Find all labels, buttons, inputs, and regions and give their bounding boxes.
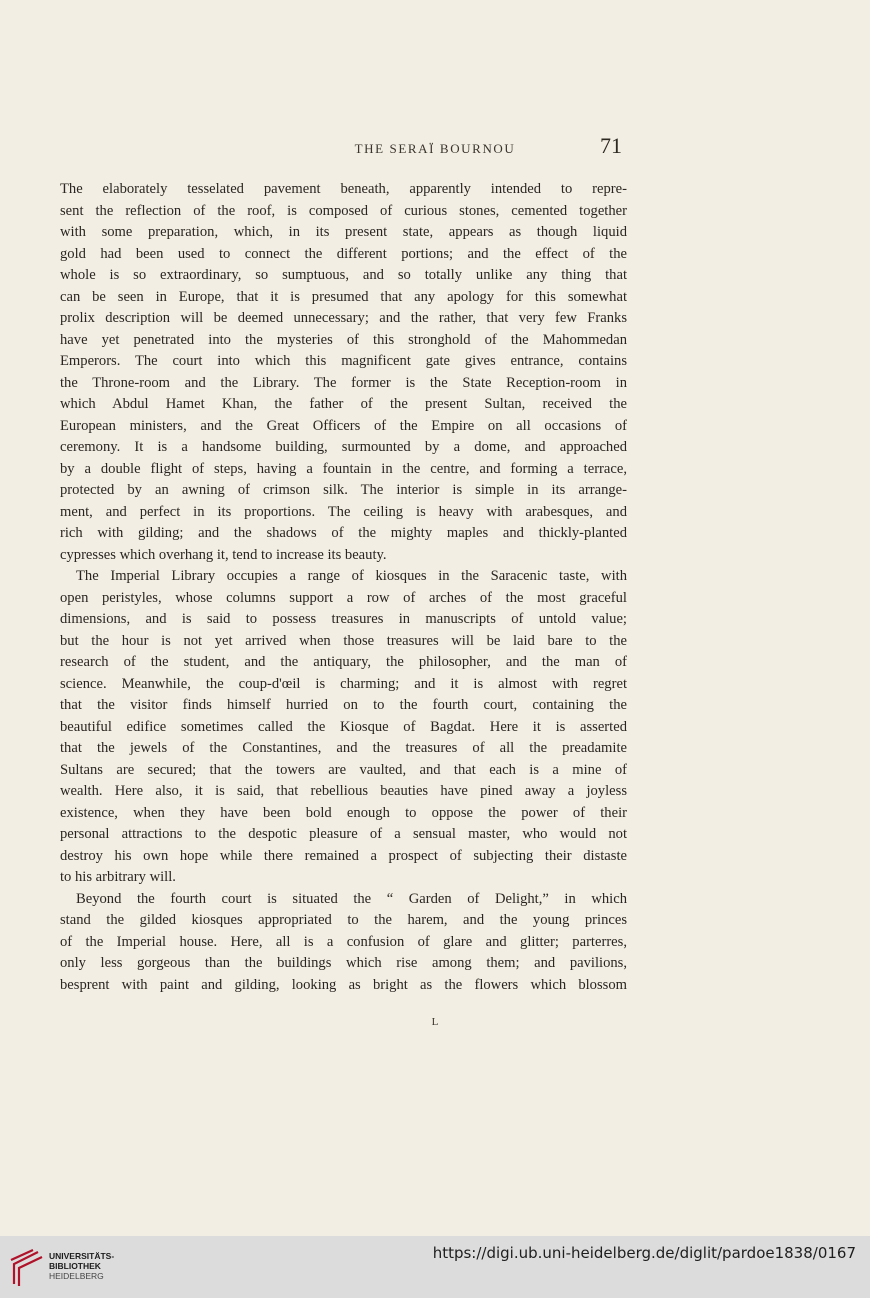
footer-bar xyxy=(0,1236,870,1298)
library-name-line: HEIDELBERG xyxy=(49,1271,104,1281)
text-line: science. Meanwhile, the coup-d'œil is charming; and it is almost with regret xyxy=(60,675,627,692)
text-line: The Imperial Library occupies a range of kiosques in the Saracenic taste, with xyxy=(76,568,627,584)
text-line: prolix description will be deemed unnecessary; and the rather, that very few Franks xyxy=(60,310,627,326)
text-line: beautiful edifice sometimes called the Kiosque of Bagdat. Here it is asserted xyxy=(60,718,627,735)
text-line: Sultans are secured; that the towers are vaulted, and that each is a mine of xyxy=(60,761,627,778)
text-line: protected by an awning of crimson silk. The interior is simple in its arrange- xyxy=(60,482,627,498)
text-line: which Abdul Hamet Khan, the father of the present Sultan, received the xyxy=(60,396,627,412)
text-line: destroy his own hope while there remained a prospect of subjecting their distaste xyxy=(60,847,627,864)
text-line: by a double flight of steps, having a fountain in the centre, and forming a terrace, xyxy=(60,460,627,477)
text-line: cypresses which overhang it, tend to increase its beauty. xyxy=(60,546,387,563)
text-line: but the hour is not yet arrived when those treasures will be laid bare to the xyxy=(60,632,627,649)
running-title: THE SERAÏ BOURNOU xyxy=(354,141,516,156)
text-line: Beyond the fourth court is situated the “ Garden of Delight,” in which xyxy=(76,890,627,907)
library-logo-icon xyxy=(8,1248,46,1288)
running-head xyxy=(0,133,870,163)
text-line: rich with gilding; and the shadows of the mighty maples and thickly-planted xyxy=(60,525,627,541)
text-line: dimensions, and is said to possess treasures in manuscripts of untold value; xyxy=(60,611,627,627)
text-line: ment, and perfect in its proportions. The ceiling is heavy with arabesques, and xyxy=(60,503,627,520)
text-line: only less gorgeous than the buildings which rise among them; and pavilions, xyxy=(60,955,627,971)
text-line: the Throne-room and the Library. The former is the State Reception-room in xyxy=(60,374,627,391)
text-line: can be seen in Europe, that it is presumed that any apology for this somewhat xyxy=(60,288,627,305)
text-line: with some preparation, which, in its present state, appears as though liquid xyxy=(60,224,627,240)
page-number: 71 xyxy=(600,133,622,158)
text-line: have yet penetrated into the mysteries of this stronghold of the Mahommedan xyxy=(60,331,627,348)
text-line: personal attractions to the despotic pleasure of a sensual master, who would not xyxy=(60,826,627,842)
text-line: open peristyles, whose columns support a row of arches of the most graceful xyxy=(60,589,627,606)
text-line: research of the student, and the antiquary, the philosopher, and the man of xyxy=(60,654,627,670)
text-line: existence, when they have been bold enough to oppose the power of their xyxy=(60,804,627,821)
text-line: to his arbitrary will. xyxy=(60,869,176,885)
text-line: that the visitor finds himself hurried on to the fourth court, containing the xyxy=(60,697,627,713)
library-name-line: UNIVERSITÄTS- xyxy=(49,1251,115,1261)
text-line: The elaborately tesselated pavement beneath, apparently intended to repre- xyxy=(60,181,627,197)
library-name-line: BIBLIOTHEK xyxy=(49,1261,101,1271)
text-line: that the jewels of the Constantines, and the treasures of all the preadamite xyxy=(60,740,627,756)
text-line: stand the gilded kiosques appropriated to the harem, and the young princes xyxy=(60,912,627,928)
signature-mark: L xyxy=(431,1016,439,1028)
library-name xyxy=(49,1251,114,1281)
text-line: ceremony. It is a handsome building, surmounted by a dome, and approached xyxy=(60,439,627,455)
text-line: wealth. Here also, it is said, that rebellious beauties have pined away a joyless xyxy=(60,783,627,799)
text-line: besprent with paint and gilding, looking as bright as the flowers which blossom xyxy=(60,976,627,993)
text-line: Emperors. The court into which this magnificent gate gives entrance, contains xyxy=(60,353,627,369)
body-text xyxy=(60,179,627,996)
text-line: gold had been used to connect the different portions; and the effect of the xyxy=(60,245,627,262)
text-line: European ministers, and the Great Officers of the Empire on all occasions of xyxy=(60,417,627,434)
text-line: of the Imperial house. Here, all is a confusion of glare and glitter; parterres, xyxy=(60,933,627,950)
source-url-link[interactable]: https://digi.ub.uni-heidelberg.de/diglit/pardoe1838/0167 xyxy=(432,1244,856,1262)
text-line: whole is so extraordinary, so sumptuous, and so totally unlike any thing that xyxy=(60,267,627,283)
text-line: sent the reflection of the roof, is composed of curious stones, cemented together xyxy=(60,202,627,219)
